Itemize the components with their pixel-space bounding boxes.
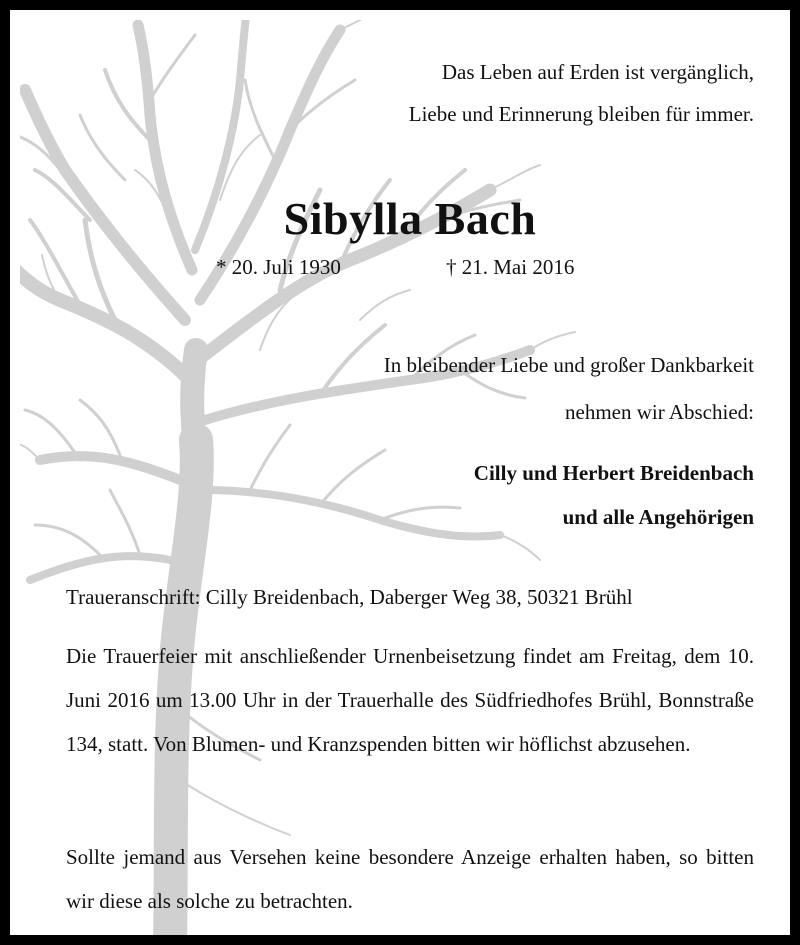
mourners-line-2: und alle Angehörigen	[562, 505, 754, 529]
notice-content	[20, 20, 800, 945]
mourners-line-1: Cilly und Herbert Breidenbach	[473, 461, 754, 485]
mourning-address: Traueranschrift: Cilly Breidenbach, Daberger Weg 38, 50321 Brühl	[66, 585, 633, 609]
notice-disclaimer-paragraph: Sollte jemand aus Versehen keine besondere Anzeige erhalten haben, so bitten wir diese als solche zu betrachten.	[66, 845, 754, 913]
motto-line-2: Liebe und Erinnerung bleiben für immer.	[408, 102, 754, 126]
deceased-name: Sibylla Bach	[283, 193, 537, 244]
farewell-line-2: nehmen wir Abschied:	[565, 400, 754, 424]
motto-line-1: Das Leben auf Erden ist vergänglich,	[441, 60, 754, 84]
birth-date: * 20. Juli 1930	[216, 255, 341, 279]
farewell-line-1: In bleibender Liebe und großer Dankbarkeit	[383, 353, 754, 377]
funeral-details-paragraph: Die Trauerfeier mit anschließender Urnenbeisetzung findet am Freitag, dem 10. Juni 2016 um 13.00 Uhr in der Trauerhalle des Südfriedhofes Brühl, Bonnstraße 134, statt. Von Blumen- und Kranzspenden bitten wir höflichst abzusehen.	[66, 644, 754, 756]
death-date: † 21. Mai 2016	[446, 255, 575, 279]
